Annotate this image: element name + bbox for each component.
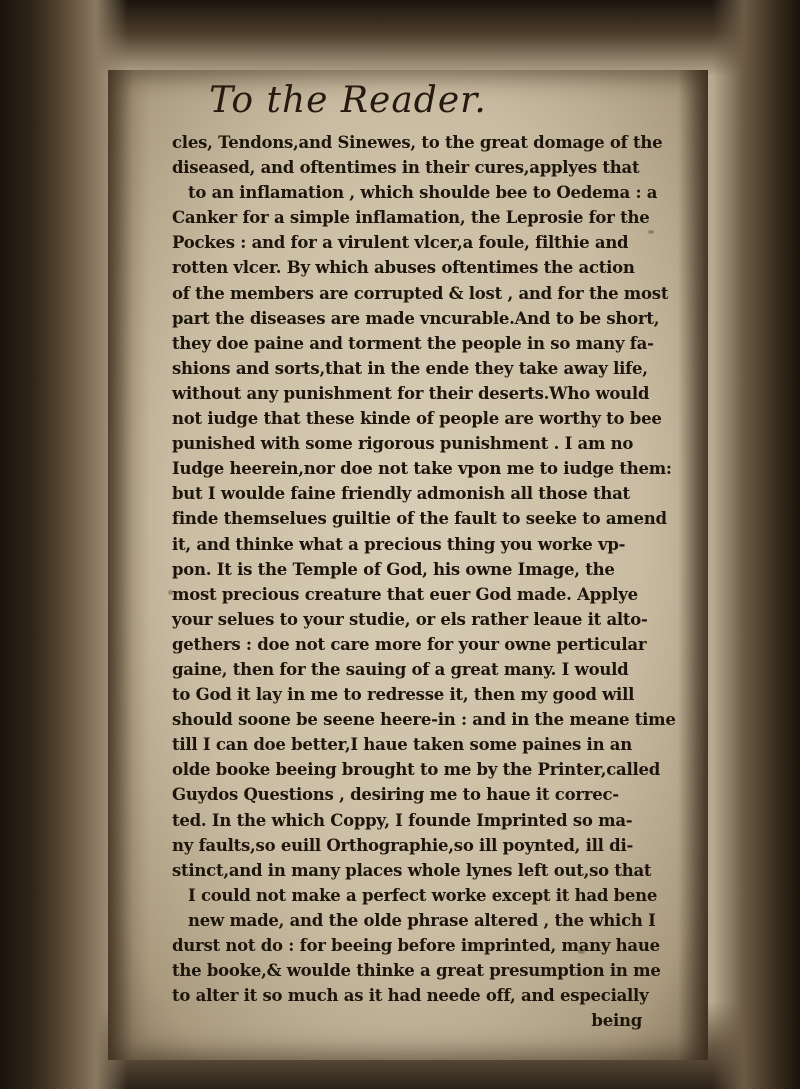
page-body-text [172,130,676,1033]
text-line: to alter it so much as it had neede off, and especially [172,986,649,1006]
text-line: I could not make a perfect worke except it had bene [188,885,658,905]
text-line: finde themselues guiltie of the fault to seeke to amend [172,509,667,529]
text-line: shions and sorts,that in the ende they take away life, [172,358,648,378]
text-line: punished with some rigorous punishment . I am no [172,434,634,454]
text-line: Pockes : and for a virulent vlcer,a foule, filthie and [172,233,629,253]
text-line: gaine, then for the sauing of a great many. I would [172,659,629,679]
text-line: part the diseases are made vncurable.And to be short, [172,308,660,328]
text-line: ted. In the which Coppy, I founde Imprinted so ma- [172,810,633,830]
text-line: without any punishment for their deserts.Who would [172,383,650,403]
text-line: they doe paine and torment the people in so many fa- [172,333,654,353]
text-line: rotten vlcer. By which abuses oftentimes the action [172,258,635,278]
text-line: to an inflamation , which shoulde bee to Oedema : a [188,183,658,203]
text-line: stinct,and in many places whole lynes left out,so that [172,860,652,880]
text-line: but I woulde faine friendly admonish all those that [172,484,630,504]
page-fore-edge-shadow [678,70,708,1060]
text-line: durst not do : for beeing before imprinted, many haue [172,936,660,955]
text-line: cles, Tendons,and Sinewes, to the great domage of the [172,133,663,152]
text-line: not iudge that these kinde of people are worthy to bee [172,409,662,429]
text-line: Canker for a simple inflamation, the Leprosie for the [172,208,650,228]
text-line: ny faults,so euill Orthographie,so ill poynted, ill di- [172,835,634,855]
text-line: Guydos Questions , desiring me to haue it correc- [172,785,619,805]
text-line: olde booke beeing brought to me by the Printer,called [172,760,661,780]
text-line: your selues to your studie, or els rather leaue it alto- [172,609,648,629]
catchword: being [591,1011,642,1031]
running-head: To the Reader. [209,80,487,121]
text-line: most precious creature that euer God made. Applye [172,584,638,604]
text-line: should soone be seene heere-in : and in the meane time [172,710,676,730]
text-line: till I can doe better,I haue taken some paines in an [172,735,632,755]
text-line: gethers : doe not care more for your owne perticular [172,634,647,654]
page-gutter-shadow [108,70,150,1060]
text-line: the booke,& woulde thinke a great presumption in me [172,961,661,981]
text-line: Iudge heerein,nor doe not take vpon me to iudge them: [172,459,672,479]
text-line: diseased, and oftentimes in their cures,applyes that [172,158,640,178]
text-line: to God it lay in me to redresse it, then my good will [172,685,635,705]
text-line: new made, and the olde phrase altered , the which I [188,910,656,930]
text-line: pon. It is the Temple of God, his owne Image, the [172,559,615,579]
text-line: it, and thinke what a precious thing you worke vp- [172,534,626,554]
text-line: of the members are corrupted & lost , and for the most [172,283,669,303]
